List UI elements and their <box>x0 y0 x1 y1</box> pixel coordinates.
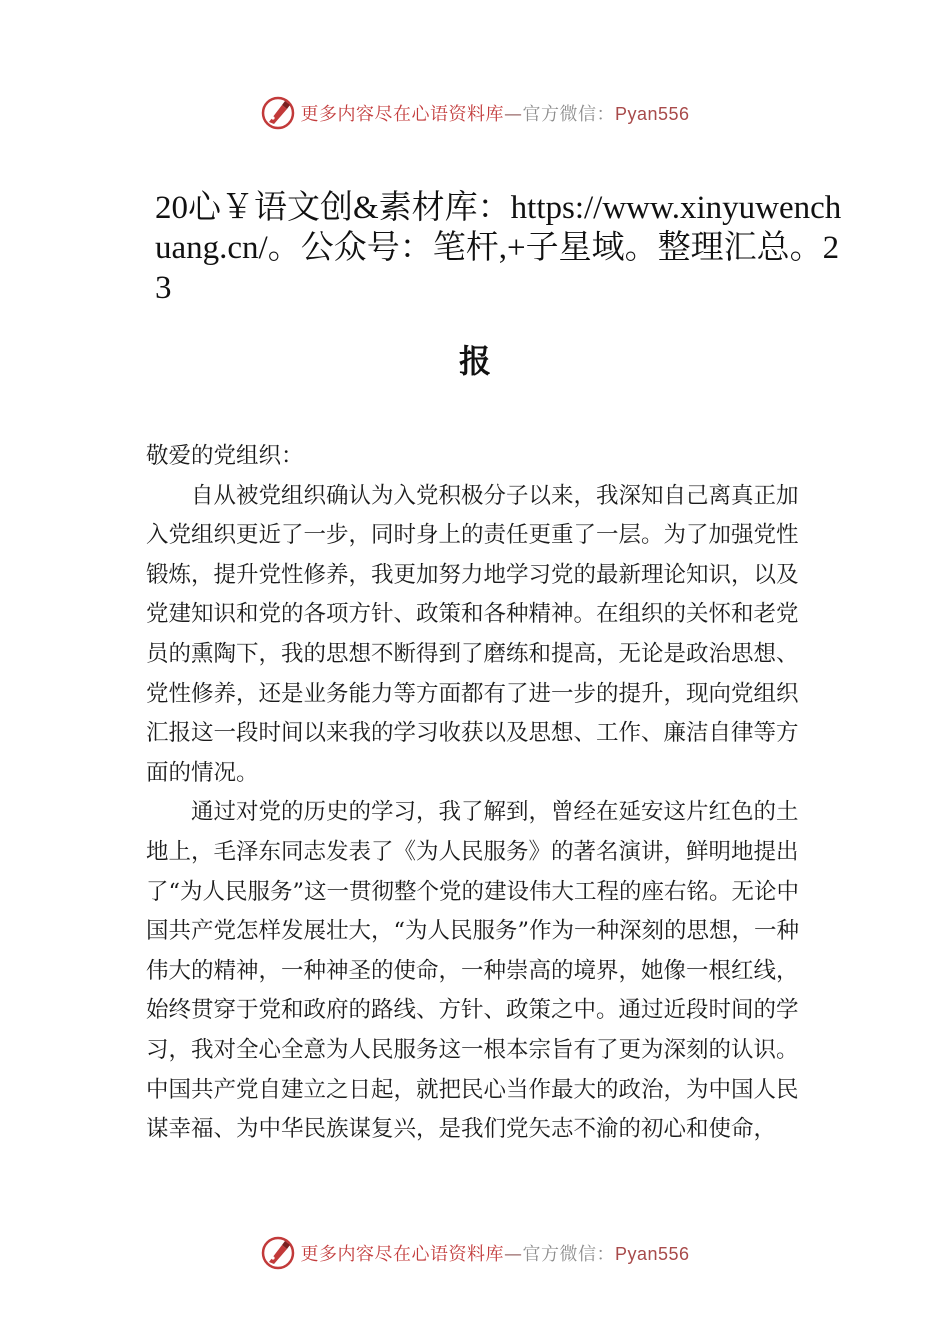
footer-wechat-id: Pyan556 <box>614 1244 690 1264</box>
pen-nib-logo-icon <box>260 1235 296 1271</box>
header-banner-title: 更多内容尽在心语资料库 <box>300 104 504 125</box>
header-wechat-label: 官方微信： <box>522 104 615 125</box>
header-banner <box>0 93 950 133</box>
paragraph: 通过对党的历史的学习，我了解到，曾经在延安这片红色的土地上，毛泽东同志发表了《为人民服务》的著名演讲，鲜明地提出了“为人民服务”这一贯彻整个党的建设伟大工程的座右铭。无论中国共产党怎样发展壮大，“为人民服务”作为一种深刻的思想，一种伟大的精神，一种神圣的使命，一种崇高的境界，她像一根红线，始终贯穿于党和政府的路线、方针、政策之中。通过近段时间的学习，我对全心全意为人民服务这一根本宗旨有了更为深刻的认识。中国共产党自建立之日起，就把民心当作最大的政治，为中国人民谋幸福、为中华民族谋复兴，是我们党矢志不渝的初心和使命， <box>146 799 800 1143</box>
footer-banner-text <box>300 1240 689 1266</box>
footer-wechat-label: 官方微信： <box>522 1244 615 1265</box>
document-title: 报 <box>458 342 491 380</box>
header-banner-text <box>300 100 689 126</box>
footer-banner-separator: — <box>503 1244 523 1265</box>
footer-banner <box>0 1233 950 1273</box>
header-banner-separator: — <box>503 104 523 125</box>
header-wechat-id: Pyan556 <box>614 104 690 124</box>
salutation: 敬爱的党组织： <box>146 443 304 469</box>
document-body <box>146 437 816 1150</box>
paragraph: 自从被党组织确认为入党积极分子以来，我深知自己离真正加入党组织更近了一步，同时身上的责任更重了一层。为了加强党性锻炼，提升党性修养，我更加努力地学习党的最新理论知识，以及党建知识和党的各项方针、政策和各种精神。在组织的关怀和老党员的熏陶下，我的思想不断得到了磨练和提高，无论是政治思想、党性修养，还是业务能力等方面都有了进一步的提升，现向党组织汇报这一段时间以来我的学习收获以及思想、工作、廉洁自律等方面的情况。 <box>146 482 799 786</box>
pen-nib-logo-icon <box>260 95 296 131</box>
promo-text: 20心￥语文创&素材库：https://www.xinyuwenchuang.cn/。公众号：笔杆,+子星域。整理汇总。23 <box>155 190 842 306</box>
footer-banner-title: 更多内容尽在心语资料库 <box>300 1244 504 1265</box>
